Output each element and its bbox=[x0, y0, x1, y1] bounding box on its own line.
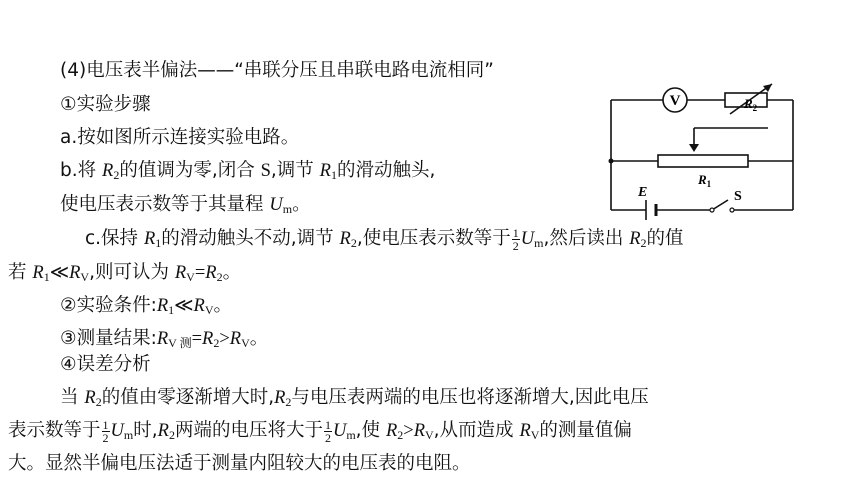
var-r: R bbox=[143, 229, 156, 249]
text: 的值由零逐渐增大时, bbox=[101, 387, 275, 408]
subscript: 2 bbox=[213, 336, 220, 350]
subscript: 2 bbox=[216, 270, 223, 284]
subscript: 1 bbox=[155, 236, 162, 250]
switch-contact bbox=[730, 208, 734, 212]
text: ③测量结果: bbox=[60, 328, 157, 349]
text: b.将 bbox=[60, 160, 103, 181]
text: 。 bbox=[292, 194, 311, 215]
subscript: 2 bbox=[113, 168, 120, 182]
numerator: 1 bbox=[512, 225, 519, 240]
switch-icon bbox=[712, 200, 728, 210]
text: 的滑动触头, bbox=[336, 160, 436, 181]
circuit-diagram bbox=[600, 82, 810, 222]
denominator: 2 bbox=[512, 238, 519, 253]
fraction-half bbox=[512, 227, 520, 252]
subscript: V bbox=[425, 428, 434, 442]
numerator: 1 bbox=[102, 417, 109, 432]
text: 的值调为零,闭合 bbox=[119, 160, 261, 181]
text: 的滑动触头不动,调节 bbox=[161, 228, 340, 249]
var-r: R bbox=[69, 263, 81, 283]
subscript: m bbox=[534, 236, 544, 250]
text: 。 bbox=[222, 262, 242, 283]
text: 使电压表示数等于其量程 bbox=[60, 194, 270, 215]
text: 的测量值偏 bbox=[539, 420, 632, 441]
much-less-symbol: ≪ bbox=[49, 262, 70, 283]
fraction-half bbox=[102, 419, 110, 444]
equals-symbol: = bbox=[194, 263, 206, 283]
step-c-line1 bbox=[85, 226, 684, 252]
steps-heading: ①实验步骤 bbox=[60, 94, 151, 115]
text: 两端的电压将大于 bbox=[174, 420, 323, 441]
fraction-half bbox=[324, 419, 332, 444]
subscript: 1 bbox=[706, 179, 712, 189]
var-r: R bbox=[205, 263, 217, 283]
emf-label: E bbox=[638, 185, 648, 200]
text: 。 bbox=[213, 295, 233, 316]
text: 当 bbox=[60, 387, 85, 408]
subscript: m bbox=[346, 428, 356, 442]
subscript: 2 bbox=[350, 236, 357, 250]
var-r: R bbox=[84, 388, 96, 408]
result-line bbox=[60, 326, 268, 352]
var-r: R bbox=[385, 421, 398, 441]
analysis-line3: 大。显然半偏电压法适于测量内阻较大的电压表的电阻。 bbox=[8, 453, 471, 474]
var-u: U bbox=[520, 229, 535, 249]
equals-symbol: = bbox=[191, 329, 203, 349]
much-less-symbol: ≪ bbox=[174, 295, 194, 316]
var-r: R bbox=[274, 388, 286, 408]
text: ,则可认为 bbox=[89, 262, 175, 283]
error-heading: ④误差分析 bbox=[60, 354, 151, 375]
subscript: V bbox=[204, 303, 214, 317]
var-r: R bbox=[229, 329, 242, 349]
text: ②实验条件: bbox=[60, 295, 157, 316]
subscript: V bbox=[241, 336, 250, 350]
var-r: R bbox=[319, 161, 331, 181]
subscript: V bbox=[186, 270, 195, 284]
r1-label bbox=[697, 172, 712, 189]
step-b-line1 bbox=[60, 158, 435, 184]
text: c.保持 bbox=[85, 228, 144, 249]
subscript: 2 bbox=[285, 395, 292, 409]
var-r: R bbox=[193, 296, 205, 316]
subscript: 1 bbox=[43, 270, 50, 284]
var-r: R bbox=[202, 329, 214, 349]
subscript: 2 bbox=[640, 236, 647, 250]
var-r: R bbox=[32, 263, 44, 283]
rheostat-r1-icon bbox=[658, 155, 748, 167]
text: 。 bbox=[249, 328, 269, 349]
var-r: R bbox=[102, 161, 114, 181]
text: ,然后读出 bbox=[543, 228, 630, 249]
analysis-line1 bbox=[60, 385, 649, 411]
var-r: R bbox=[339, 229, 351, 249]
var-u: U bbox=[110, 421, 124, 441]
slider-arrowhead-icon bbox=[689, 144, 699, 152]
subscript: 2 bbox=[168, 428, 175, 442]
text: 时, bbox=[133, 420, 158, 441]
subscript: 2 bbox=[397, 428, 404, 442]
text: ,使电压表示数等于 bbox=[356, 228, 511, 249]
voltmeter-label: V bbox=[669, 93, 681, 109]
var-u: U bbox=[269, 195, 283, 215]
var-s: S bbox=[260, 161, 271, 181]
subscript: 2 bbox=[752, 103, 758, 113]
var-r: R bbox=[629, 229, 641, 249]
var-r: R bbox=[413, 421, 425, 441]
section-title: (4)电压表半偏法——“串联分压且串联电路电流相同” bbox=[60, 60, 494, 81]
text: 的值 bbox=[646, 228, 684, 249]
denominator: 2 bbox=[102, 430, 109, 445]
text: 表示数等于 bbox=[8, 420, 101, 441]
greater-than-symbol: > bbox=[219, 329, 230, 349]
var-r: R bbox=[698, 172, 707, 187]
step-a: a.按如图所示连接实验电路。 bbox=[60, 127, 300, 148]
subscript: V bbox=[80, 270, 90, 284]
var-r: R bbox=[156, 329, 169, 349]
var-r: R bbox=[156, 296, 169, 316]
switch-label: S bbox=[734, 189, 742, 204]
subscript: 2 bbox=[95, 395, 102, 409]
text: 若 bbox=[8, 262, 33, 283]
text: ,使 bbox=[355, 420, 386, 441]
junction-dot bbox=[609, 159, 614, 164]
subscript: m bbox=[123, 428, 134, 442]
condition-line bbox=[60, 293, 232, 319]
step-b-line2 bbox=[60, 192, 311, 218]
numerator: 1 bbox=[324, 417, 331, 432]
arrowhead-icon bbox=[763, 84, 772, 92]
var-r: R bbox=[174, 263, 187, 283]
subscript: 1 bbox=[168, 303, 175, 317]
text: ,调节 bbox=[270, 160, 320, 181]
var-u: U bbox=[332, 421, 347, 441]
subscript: V 测 bbox=[168, 336, 192, 350]
subscript: 1 bbox=[330, 168, 337, 182]
var-r: R bbox=[744, 96, 753, 111]
r2-label bbox=[743, 96, 758, 113]
denominator: 2 bbox=[324, 430, 331, 445]
greater-than-symbol: > bbox=[403, 421, 414, 441]
step-c-line2 bbox=[8, 260, 241, 286]
switch-contact bbox=[710, 208, 714, 212]
text: 与电压表两端的电压也将逐渐增大,因此电压 bbox=[291, 387, 649, 408]
analysis-line2 bbox=[8, 418, 632, 444]
var-r: R bbox=[519, 421, 531, 441]
subscript: m bbox=[282, 202, 293, 216]
text: ,从而造成 bbox=[433, 420, 520, 441]
var-r: R bbox=[157, 421, 169, 441]
subscript: V bbox=[530, 428, 540, 442]
